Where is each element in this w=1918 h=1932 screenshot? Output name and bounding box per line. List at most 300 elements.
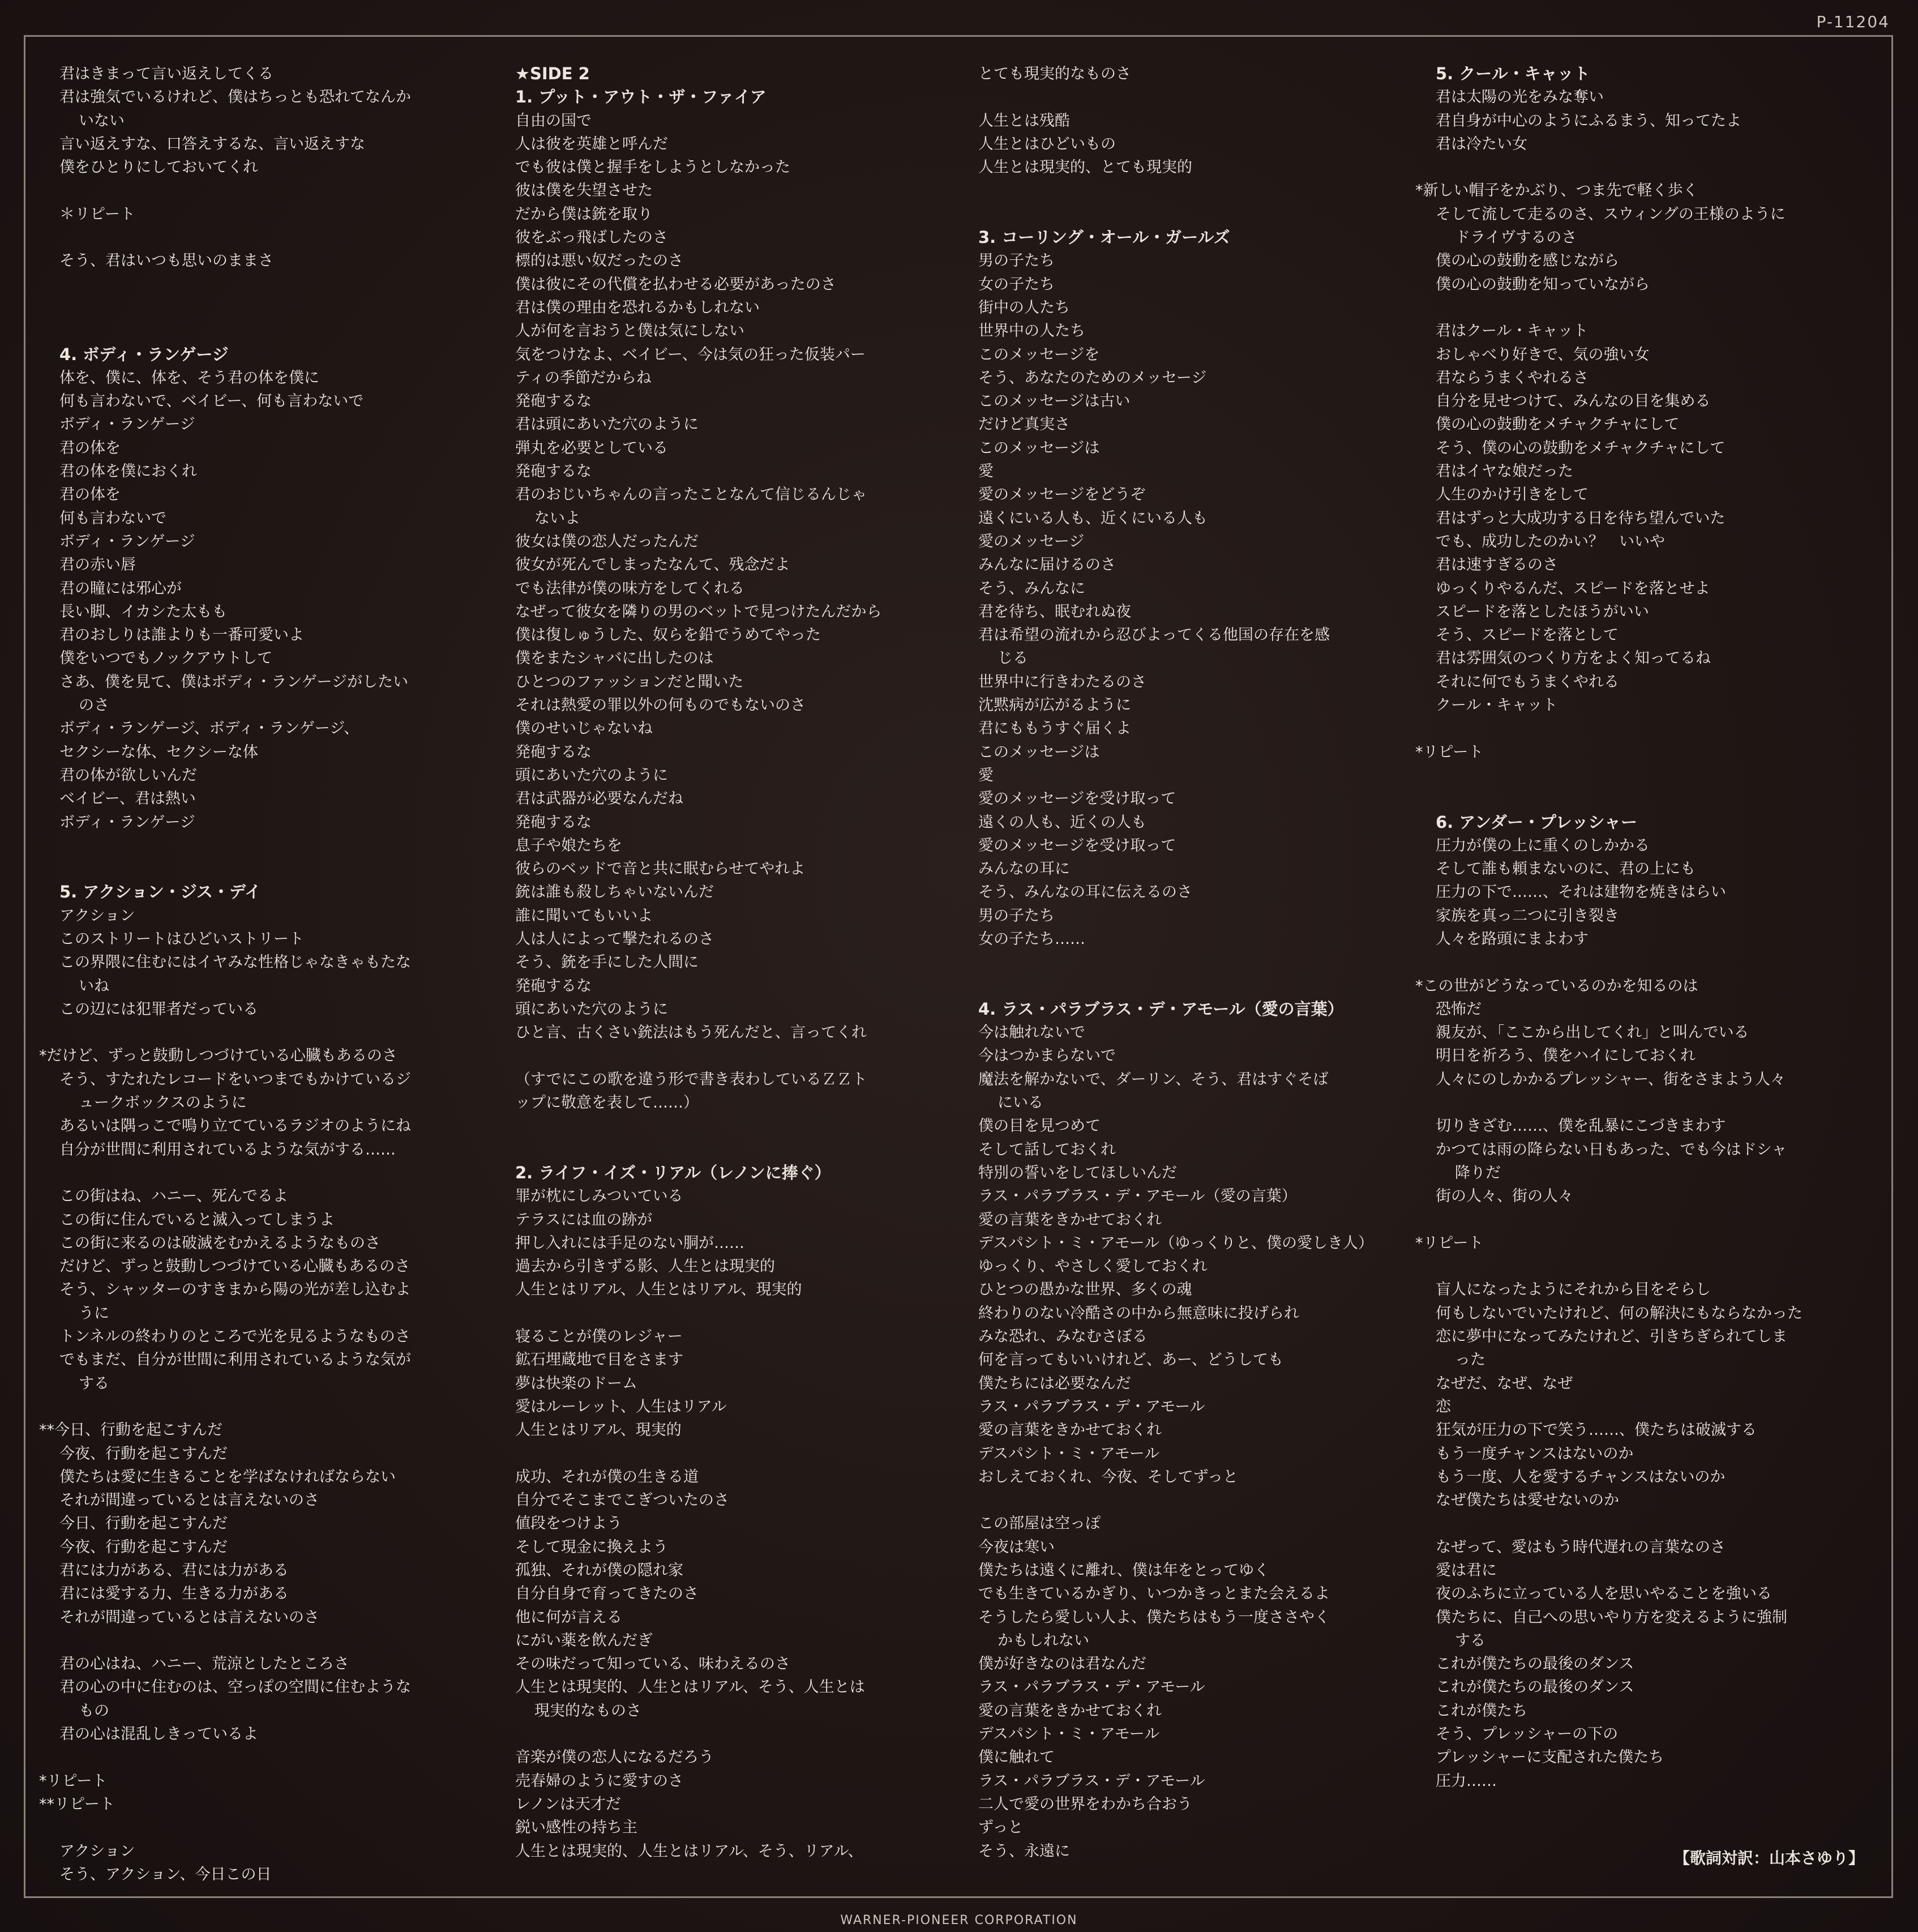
lyric-line: ずっと <box>978 1819 1024 1837</box>
lyric-line: 盲人になったようにそれから目をそらし <box>1436 1281 1711 1299</box>
lyric-line: 過去から引きずる影、人生とは現実的 <box>515 1258 775 1276</box>
lyric-line: 僕をいつでもノックアウトして <box>59 649 273 668</box>
lyric-line: 人は彼を英雄と呼んだ <box>515 135 668 153</box>
lyric-line: テラスには血の跡が <box>515 1211 653 1229</box>
lyric-line: 君ならうまくやれるさ <box>1436 369 1589 387</box>
lyric-line <box>59 296 495 319</box>
lyric-line: 狂気が圧力の下で笑う……、僕たちは破滅する <box>1436 1421 1757 1439</box>
lyric-line: 君はイヤな娘だった <box>1436 463 1573 481</box>
lyric-line: （すでにこの歌を違う形で書き表わしているＺＺト <box>515 1070 867 1088</box>
lyric-line: そう、プレッシャーの下の <box>1436 1725 1619 1743</box>
lyric-line: 遠くにいる人も、近くにいる人も <box>978 509 1208 527</box>
lyric-line: ひと言、古くさい銃法はもう死んだと、言ってくれ <box>515 1024 867 1042</box>
lyric-line: このストリートはひどいストリート <box>59 930 304 948</box>
lyric-line <box>1436 1208 1872 1232</box>
lyric-line: 僕の心の鼓動を知っていながら <box>1436 275 1650 293</box>
lyric-line <box>1436 1512 1872 1535</box>
lyric-line: 街中の人たち <box>978 298 1070 317</box>
lyric-line <box>59 857 495 880</box>
lyric-line: もの <box>79 1702 109 1720</box>
song-title: 2. ライフ・イズ・リアル（レノンに捧ぐ） <box>515 1162 831 1182</box>
lyric-line: 切りきざむ……、僕を乱暴にこづきまわす <box>1436 1117 1726 1135</box>
lyric-line: デスパシト・ミ・アモール <box>978 1444 1160 1463</box>
lyric-line: 僕の心の鼓動をメチャクチャにして <box>1436 416 1680 434</box>
lyric-line: ティの季節だからね <box>515 369 652 387</box>
lyric-line: 何もしないでいたけれど、何の解決にもならなかった <box>1436 1304 1803 1322</box>
lyric-line: 僕たちに、自己への思いやり方を変えるように強制 <box>1436 1608 1787 1626</box>
lyric-line <box>1436 717 1872 740</box>
lyric-line: でも法律が僕の味方をしてくれる <box>515 579 744 597</box>
lyric-line: 恋に夢中になってみたけれど、引きちぎられてしま <box>1436 1328 1787 1346</box>
lyric-line: 彼女が死んでしまったなんて、残念だよ <box>515 556 790 574</box>
lyric-line: 君は頭にあいた穴のように <box>515 416 699 434</box>
lyric-line: 自分を見せつけて、みんなの目を集める <box>1436 392 1711 411</box>
lyric-line <box>1436 1255 1872 1278</box>
lyric-line: もう一度チャンスはないのか <box>1436 1444 1634 1463</box>
lyric-line: だけど真実さ <box>978 416 1070 434</box>
lyric-line: 発砲するな <box>515 743 592 761</box>
lyric-line: それが間違っているとは言えないのさ <box>59 1608 319 1626</box>
lyric-line: 僕は復しゅうした、奴らを鉛でうめてやった <box>515 626 821 644</box>
lyric-line: 発砲するな <box>515 813 592 831</box>
lyric-line: この辺には犯罪者だっている <box>59 1000 258 1018</box>
lyric-line: *リピート <box>1415 743 1484 761</box>
lyric-line: 君の体を僕におくれ <box>59 463 197 481</box>
lyric-line: 人生とはリアル、現実的 <box>515 1421 682 1439</box>
lyric-line: 明日を祈ろう、僕をハイにしておくれ <box>1436 1047 1696 1065</box>
lyric-line: そう、すたれたレコードをいつまでもかけているジ <box>59 1070 411 1088</box>
lyric-line: *この世がどうなっているのかを知るのは <box>1415 977 1698 995</box>
lyric-line: ボディ・ランゲージ、ボディ・ランゲージ、 <box>59 720 359 738</box>
lyric-line: 魔法を解かないで、ダーリン、そう、君はすぐそば <box>978 1070 1329 1088</box>
lyric-line: アクション <box>59 1842 135 1860</box>
lyric-line: 男の子たち <box>978 907 1055 925</box>
lyric-line: 今日、行動を起こすんだ <box>59 1515 228 1533</box>
lyric-line: 頭にあいた穴のように <box>515 766 668 784</box>
lyric-line: これが僕たち <box>1436 1702 1527 1720</box>
lyric-line: アクション <box>59 907 135 925</box>
lyric-line <box>1436 1091 1872 1114</box>
publisher-footer: WARNER-PIONEER CORPORATION <box>840 1913 1078 1927</box>
lyric-line: 罪が枕にしみついている <box>515 1187 683 1206</box>
lyric-line: 今夜、行動を起こすんだ <box>59 1538 228 1556</box>
lyric-line: ラス・パラブラス・デ・アモール <box>978 1772 1205 1790</box>
lyric-line: デスパシト・ミ・アモール（ゆっくりと、僕の愛しき人） <box>978 1234 1373 1252</box>
lyric-line: 愛のメッセージを受け取って <box>978 836 1176 854</box>
lyric-line: 終わりのない冷酷さの中から無意味に投げられ <box>978 1304 1299 1322</box>
lyric-line <box>515 1302 951 1325</box>
lyric-line: みな恐れ、みなむさぼる <box>978 1328 1148 1346</box>
lyric-line: そう、君はいつも思いのままさ <box>59 252 273 270</box>
lyric-column-3 <box>978 62 1414 1863</box>
lyric-line: そして流して走るのさ、スウィングの王様のように <box>1436 205 1786 223</box>
lyric-line: ゆっくりやるんだ、スピードを落とせよ <box>1436 579 1710 597</box>
lyric-line <box>59 1746 495 1769</box>
lyric-line <box>59 1816 495 1839</box>
lyric-line: プレッシャーに支配された僕たち <box>1436 1749 1664 1767</box>
lyric-line: 現実的なものさ <box>534 1702 641 1720</box>
lyric-line <box>59 273 495 296</box>
lyric-line: 人生とは現実的、人生とはリアル、そう、リアル、 <box>515 1842 863 1860</box>
lyric-column-1 <box>39 62 495 1886</box>
lyric-line: 君の赤い唇 <box>59 556 136 574</box>
lyric-line: 圧力…… <box>1436 1772 1497 1790</box>
lyric-column-2 <box>515 62 951 1863</box>
lyric-line: この街はね、ハニー、死んでるよ <box>59 1187 288 1206</box>
lyric-line: ップに敬意を表して……） <box>515 1094 699 1112</box>
lyric-line: 君はクール・キャット <box>1436 322 1589 340</box>
lyric-line: 人々にのしかかるプレッシャー、街をさまよう人々 <box>1436 1070 1786 1088</box>
lyric-line: 自分でそこまでこぎついたのさ <box>515 1491 729 1510</box>
lyric-line: その味だって知っている、味わえるのさ <box>515 1655 790 1673</box>
lyric-line: 愛のメッセージ <box>978 532 1085 550</box>
lyric-line: そう、あなたのためのメッセージ <box>978 369 1207 387</box>
lyric-line: そう、みんなの耳に伝えるのさ <box>978 883 1192 901</box>
lyric-line <box>59 1395 495 1418</box>
lyric-line: じる <box>997 649 1028 668</box>
lyric-line: クール・キャット <box>1436 696 1558 715</box>
lyric-line: 愛の言葉をきかせておくれ <box>978 1702 1162 1720</box>
lyric-line: 僕のせいじゃないね <box>515 720 653 738</box>
lyric-column-4 <box>1415 62 1872 1793</box>
lyric-line: *リピート <box>39 1772 108 1790</box>
lyric-line: ゆっくり、やさしく愛しておくれ <box>978 1258 1208 1276</box>
lyric-line: 親友が、「ここから出してくれ」と叫んでいる <box>1436 1024 1749 1042</box>
lyric-line: そして現金に換えよう <box>515 1538 668 1556</box>
lyric-line: 僕たちは遠くに離れ、僕は年をとってゆく <box>978 1562 1270 1579</box>
lyric-line: 僕をひとりにしておいてくれ <box>59 159 258 177</box>
lyric-line: 鋭い感性の持ち主 <box>515 1819 637 1837</box>
lyric-line: 君にももうすぐ届くよ <box>978 720 1131 738</box>
lyric-line: 君の体を <box>59 486 121 504</box>
lyric-line: **今日、行動を起こすんだ <box>39 1421 222 1439</box>
lyric-line: みんなの耳に <box>978 860 1070 878</box>
lyric-line: 愛は君に <box>1436 1562 1497 1579</box>
lyric-line: *新しい帽子をかぶり、つま先で軽く歩く <box>1415 182 1698 200</box>
lyric-line: 降りだ <box>1455 1164 1501 1182</box>
lyric-line: 女の子たち…… <box>978 930 1085 948</box>
song-title: 6. アンダー・プレッシャー <box>1436 812 1637 832</box>
lyric-line <box>1436 951 1872 974</box>
lyric-line: 君は太陽の光をみな奪い <box>1436 88 1604 106</box>
lyric-line: それは熱愛の罪以外の何ものでもないのさ <box>515 696 806 715</box>
lyric-line: 発砲するな <box>515 463 592 481</box>
lyric-line: 売春婦のように愛すのさ <box>515 1772 683 1790</box>
lyric-line: 人生のかけ引きをして <box>1436 486 1589 504</box>
lyric-line: ドライヴするのさ <box>1455 229 1577 247</box>
lyric-line: もう一度、人を愛するチャンスはないのか <box>1436 1468 1726 1486</box>
lyric-line: 君は雰囲気のつくり方をよく知ってるね <box>1436 649 1711 668</box>
lyric-line: それに何でもうまくやれる <box>1436 673 1619 691</box>
lyric-line: 僕の目を見つめて <box>978 1117 1101 1135</box>
lyric-line: この界隈に住むにはイヤみな性格じゃなきゃもたな <box>59 954 411 972</box>
lyric-line: 孤独、それが僕の隠れ家 <box>515 1562 683 1579</box>
lyric-line: 寝ることが僕のレジャー <box>515 1328 683 1346</box>
lyric-line: だけど、ずっと鼓動しつづけている心臓もあるのさ <box>59 1258 410 1276</box>
lyric-line: のさ <box>79 696 109 715</box>
lyric-line: 君はずっと大成功する日を待ち望んでいた <box>1436 509 1726 527</box>
lyric-line: とても現実的なものさ <box>978 65 1131 83</box>
lyric-line: する <box>79 1374 109 1392</box>
lyric-line: あるいは隅っこで鳴り立てているラジオのようにね <box>59 1117 411 1135</box>
lyric-line: このメッセージは古い <box>978 392 1131 411</box>
lyric-line: 弾丸を必要としている <box>515 439 668 457</box>
lyric-line: 頭にあいた穴のように <box>515 1000 668 1018</box>
catalog-number: P-11204 <box>1816 12 1890 31</box>
lyric-line: 愛はルーレット、人生はリアル <box>515 1397 727 1416</box>
lyric-line: 君の瞳には邪心が <box>59 579 182 597</box>
lyric-line <box>515 1138 951 1161</box>
lyric-line <box>1436 787 1872 810</box>
lyric-line: 銃は誰も殺しちゃいないんだ <box>515 883 714 901</box>
song-title: 3. コーリング・オール・ガールズ <box>978 228 1230 247</box>
lyric-line: 自由の国で <box>515 112 592 130</box>
lyric-line: でも生きているかぎり、いつかきっとまた会えるよ <box>978 1585 1330 1603</box>
lyric-line: 自分が世間に利用されているような気がする…… <box>59 1140 396 1159</box>
lyric-line: これが僕たちの最後のダンス <box>1436 1678 1634 1696</box>
lyric-line: 長い脚、イカシた太もも <box>59 602 228 621</box>
lyric-line <box>978 951 1414 974</box>
lyric-line: 誰に聞いてもいいよ <box>515 907 653 925</box>
lyric-line <box>1436 296 1872 319</box>
lyric-line: ラス・パラブラス・デ・アモール <box>978 1397 1205 1416</box>
lyric-line: これが僕たちの最後のダンス <box>1436 1655 1634 1673</box>
lyric-line <box>515 1114 951 1138</box>
lyric-line: 人生とは現実的、人生とはリアル、そう、人生とは <box>515 1678 865 1696</box>
lyric-line: 君のおしりは誰よりも一番可愛いよ <box>59 626 304 644</box>
lyric-line: 夢は快楽のドーム <box>515 1374 637 1392</box>
lyric-line: 恐怖だ <box>1436 1000 1482 1018</box>
lyric-line: セクシーな体、セクシーな体 <box>59 743 258 761</box>
lyric-line: 他に何が言える <box>515 1608 622 1626</box>
lyric-line: 女の子たち <box>978 275 1055 293</box>
lyric-line: 僕が好きなのは君なんだ <box>978 1655 1146 1673</box>
lyric-line: 沈黙病が広がるように <box>978 696 1131 715</box>
lyric-line: そして誰も頼まないのに、君の上にも <box>1436 860 1696 878</box>
lyric-line: おしえておくれ、今夜、そしてずっと <box>978 1468 1238 1486</box>
lyric-line: 愛 <box>978 463 994 481</box>
lyric-line: ボディ・ランゲージ <box>59 813 195 831</box>
lyric-line: このメッセージは <box>978 743 1100 761</box>
lyric-line <box>59 226 495 249</box>
lyric-line: 人生とは残酷 <box>978 112 1070 130</box>
lyric-line <box>59 834 495 857</box>
lyric-line: ボディ・ランゲージ <box>59 532 195 550</box>
lyric-line: ひとつの愚かな世界、多くの魂 <box>978 1281 1192 1299</box>
lyric-line <box>978 179 1414 202</box>
lyric-line <box>59 1629 495 1652</box>
lyric-line: 愛の言葉をきかせておくれ <box>978 1421 1162 1439</box>
lyric-line: 愛 <box>978 766 994 784</box>
lyric-line: ＊リピート <box>59 205 135 223</box>
lyric-line: なぜ僕たちは愛せないのか <box>1436 1491 1619 1510</box>
lyric-line: 何を言ってもいいけれど、あー、どうしても <box>978 1351 1283 1369</box>
lyric-line: 鉱石埋蔵地で目をさます <box>515 1351 683 1369</box>
lyric-line: 成功、それが僕の生きる道 <box>515 1468 699 1486</box>
lyric-line: 世界中に行きわたるのさ <box>978 673 1146 691</box>
lyric-line: 世界中の人たち <box>978 322 1085 340</box>
lyric-line: 僕は彼にその代償を払わせる必要があったのさ <box>515 275 836 293</box>
lyric-line: 人生とは現実的、とても現実的 <box>978 159 1192 177</box>
lyric-line: 僕たちは愛に生きることを学ばなければならない <box>59 1468 396 1486</box>
lyric-line: 君には力がある、君には力がある <box>59 1562 289 1579</box>
lyric-line: 音楽が僕の恋人になるだろう <box>515 1749 714 1767</box>
lyric-line: 君は速すぎるのさ <box>1436 556 1558 574</box>
lyric-line: かつては雨の降らない日もあった、でも今はドシャ <box>1436 1140 1787 1159</box>
lyric-line: そう、銃を手にした人間に <box>515 954 699 972</box>
lyric-line: 君は武器が必要なんだね <box>515 790 683 808</box>
lyric-line: 君自身が中心のようにふるまう、知ってたよ <box>1436 112 1741 130</box>
lyric-line: 今はつかまらないで <box>978 1047 1116 1065</box>
lyric-line: この街に来るのは破滅をむかえるようなものさ <box>59 1234 380 1252</box>
lyric-line: 君を待ち、眠むれぬ夜 <box>978 602 1131 621</box>
lyric-line: 今夜、行動を起こすんだ <box>59 1444 228 1463</box>
lyric-line: 君はきまって言い返えしてくる <box>59 65 273 83</box>
song-title: 4. ボディ・ランゲージ <box>59 344 229 364</box>
lyric-line: いない <box>79 112 125 130</box>
lyric-line: そして話しておくれ <box>978 1140 1116 1159</box>
lyric-line: 人生とはひどいもの <box>978 135 1116 153</box>
lyric-line: 彼らのベッドで音と共に眠むらせてやれよ <box>515 860 806 878</box>
song-title: ★SIDE 2 <box>515 64 590 83</box>
lyric-line: 自分自身で育ってきたのさ <box>515 1585 699 1603</box>
lyric-line <box>1436 156 1872 179</box>
lyric-line <box>59 319 495 343</box>
lyric-line: 発砲するな <box>515 392 592 411</box>
lyric-line: ないよ <box>534 509 580 527</box>
lyric-line: 男の子たち <box>978 252 1055 270</box>
lyric-line: 何も言わないで、ベイビー、何も言わないで <box>59 392 364 411</box>
lyric-line: それが間違っているとは言えないのさ <box>59 1491 319 1510</box>
lyric-line: だから僕は銃を取り <box>515 205 653 223</box>
lyric-line: 人々を路頭にまよわす <box>1436 930 1589 948</box>
lyric-line: 言い返えすな、口答えするな、言い返えすな <box>59 135 365 153</box>
lyric-line <box>515 1442 951 1465</box>
lyric-line: 圧力の下で……、それは建物を焼きはらい <box>1436 883 1726 901</box>
lyric-line: でも彼は僕と握手をしようとしなかった <box>515 159 790 177</box>
lyric-line: 君には愛する力、生きる力がある <box>59 1585 289 1603</box>
lyric-line: 彼は僕を失望させた <box>515 182 653 200</box>
lyric-line: ベイビー、君は熱い <box>59 790 196 808</box>
lyric-line: トンネルの終わりのところで光を見るようなものさ <box>59 1328 410 1346</box>
lyric-line <box>1436 764 1872 787</box>
lyric-line: そうしたら愛しい人よ、僕たちはもう一度ささやく <box>978 1608 1330 1626</box>
lyric-line: そう、僕の心の鼓動をメチャクチャにして <box>1436 439 1726 457</box>
lyric-line: スピードを落としたほうがいい <box>1436 602 1649 621</box>
lyric-line: 彼をぶっ飛ばしたのさ <box>515 229 668 247</box>
translation-credit: 【歌詞対訳：山本さゆり】 <box>1673 1849 1864 1867</box>
lyric-line: ラス・パラブラス・デ・アモール <box>978 1678 1205 1696</box>
lyric-line: 標的は悪い奴だったのさ <box>515 252 683 270</box>
lyric-line <box>978 1489 1414 1512</box>
lyric-line: 君の体を <box>59 439 121 457</box>
lyric-line: 人が何を言おうと僕は気にしない <box>515 322 744 340</box>
lyric-line: 人は人によって撃たれるのさ <box>515 930 714 948</box>
lyric-line: ラス・パラブラス・デ・アモール（愛の言葉） <box>978 1187 1297 1206</box>
lyric-line <box>978 86 1414 109</box>
lyric-line: 僕たちには必要なんだ <box>978 1374 1131 1392</box>
lyric-line: みんなに届けるのさ <box>978 556 1116 574</box>
lyric-line: 僕をまたシャバに出したのは <box>515 649 714 668</box>
lyric-line <box>515 1044 951 1067</box>
lyric-line: さあ、僕を見て、僕はボディ・ランゲージがしたい <box>59 673 409 691</box>
lyric-line: 遠くの人も、近くの人も <box>978 813 1146 831</box>
lyric-line <box>515 1722 951 1746</box>
lyric-line: にいる <box>997 1094 1043 1112</box>
lyric-line: 夜のふちに立っている人を思いやることを強いる <box>1436 1585 1772 1603</box>
lyric-line: 君は僕の理由を恐れるかもしれない <box>515 298 760 317</box>
lyric-line: 君は強気でいるけれど、僕はちっとも恐れてなんか <box>59 88 411 106</box>
lyric-line: ボディ・ランゲージ <box>59 416 195 434</box>
lyric-line: 値段をつけよう <box>515 1515 622 1533</box>
lyric-line: 息子や娘たちを <box>515 836 622 854</box>
lyric-line: 彼女は僕の恋人だったんだ <box>515 532 699 550</box>
lyric-line <box>59 1161 495 1185</box>
lyric-line: 君の心はね、ハニー、荒涼としたところさ <box>59 1655 349 1673</box>
lyric-line: なぜって、愛はもう時代遅れの言葉なのさ <box>1436 1538 1726 1556</box>
lyric-line: そう、シャッターのすきまから陽の光が差し込むよ <box>59 1281 411 1299</box>
lyric-line: 恋 <box>1436 1397 1451 1416</box>
lyric-line: でも、成功したのかい？ いいや <box>1436 532 1665 550</box>
lyric-line: 圧力が僕の上に重くのしかかる <box>1436 836 1650 854</box>
lyric-line: 家族を真っ二つに引き裂き <box>1436 907 1619 925</box>
lyric-line: 僕の心の鼓動を感じながら <box>1436 252 1619 270</box>
lyric-line: った <box>1455 1351 1485 1369</box>
lyric-line: 人生とはリアル、人生とはリアル、現実的 <box>515 1281 802 1299</box>
lyric-line: 君の心の中に住むのは、空っぽの空間に住むような <box>59 1678 411 1696</box>
lyric-line <box>978 203 1414 226</box>
lyric-line: なぜだ、なぜ、なぜ <box>1436 1374 1573 1392</box>
lyric-line: なぜって彼女を隣りの男のベットで見つけたんだから <box>515 602 882 621</box>
lyric-line: レノンは天才だ <box>515 1795 621 1813</box>
lyric-line: このメッセージを <box>978 345 1100 364</box>
lyric-line <box>978 974 1414 998</box>
lyric-line: 君の体が欲しいんだ <box>59 766 197 784</box>
lyric-line: 愛のメッセージをどうぞ <box>978 486 1146 504</box>
lyric-line: この部屋は空っぽ <box>978 1515 1101 1533</box>
lyric-line: そう、永遠に <box>978 1842 1070 1860</box>
lyric-line: 体を、僕に、体を、そう君の体を僕に <box>59 369 319 387</box>
lyric-line: *だけど、ずっと鼓動しつづけている心臓もあるのさ <box>39 1047 397 1065</box>
song-title: 5. クール・キャット <box>1436 64 1590 83</box>
lyric-line <box>59 179 495 202</box>
lyric-line: 僕に触れて <box>978 1749 1055 1767</box>
lyric-line: 発砲するな <box>515 977 592 995</box>
lyric-line: する <box>1455 1631 1485 1649</box>
lyric-line: 君は冷たい女 <box>1436 135 1527 153</box>
lyric-line: 今夜は寒い <box>978 1538 1055 1556</box>
song-title: 5. アクション・ジス・デイ <box>59 882 261 902</box>
lyric-line: そう、スピードを落として <box>1436 626 1619 644</box>
lyric-line: 気をつけなよ、ベイビー、今は気の狂った仮装パー <box>515 345 866 364</box>
song-title: 1. プット・アウト・ザ・ファイア <box>515 87 767 107</box>
lyric-line: かもしれない <box>997 1631 1089 1649</box>
lyric-line: ひとつのファッションだと聞いた <box>515 673 744 691</box>
lyric-line: 今は触れないで <box>978 1024 1085 1042</box>
lyric-line: いね <box>79 977 109 995</box>
lyric-line <box>59 1021 495 1044</box>
lyric-line: にがい薬を飲んだぎ <box>515 1631 653 1649</box>
song-title: 4. ラス・パラブラス・デ・アモール（愛の言葉） <box>978 999 1344 1019</box>
lyric-line: でもまだ、自分が世間に利用されているような気が <box>59 1351 411 1369</box>
lyric-line: 何も言わないで <box>59 509 166 527</box>
lyric-line: この街に住んでいると滅入ってしまうよ <box>59 1211 335 1229</box>
lyric-line: 愛のメッセージを受け取って <box>978 790 1176 808</box>
lyric-line: 押し入れには手足のない胴が…… <box>515 1234 744 1252</box>
lyric-line: うに <box>79 1304 109 1322</box>
lyric-line: このメッセージは <box>978 439 1100 457</box>
lyric-line: ュークボックスのように <box>79 1094 247 1112</box>
